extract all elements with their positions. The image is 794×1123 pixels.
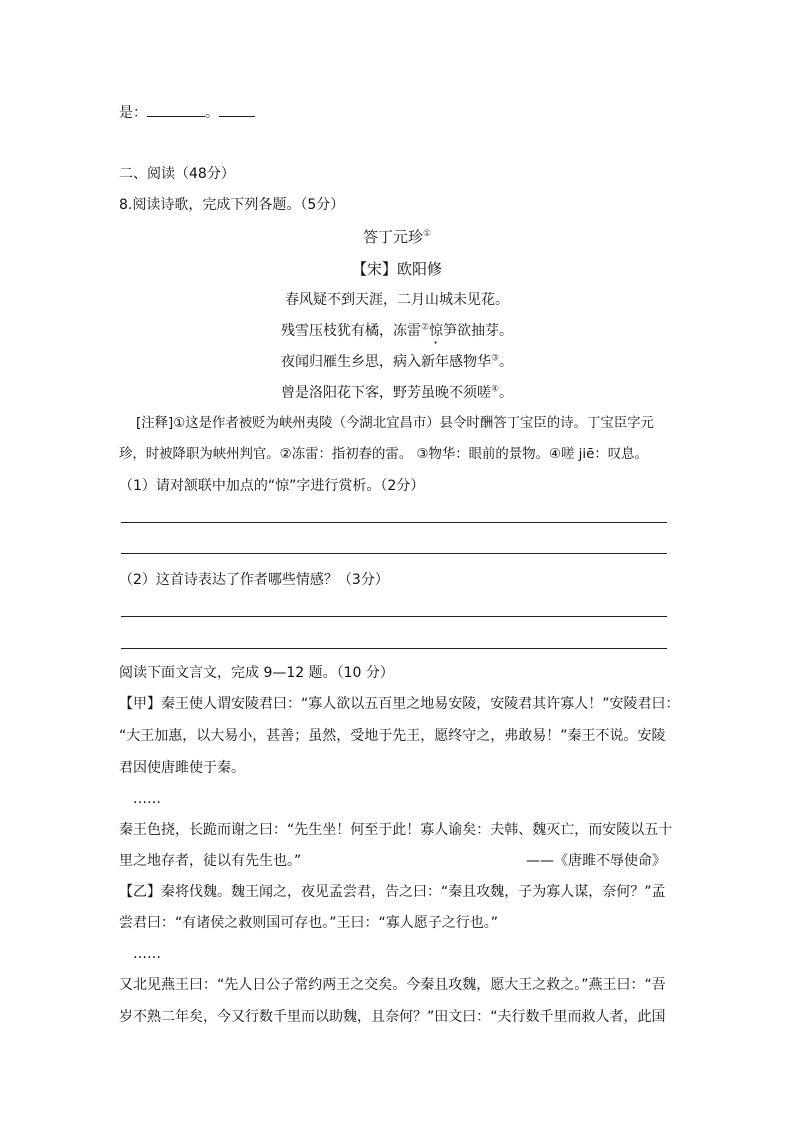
passage-line: 秦王色挠，长跪而谢之曰：“先生坐！何至于此！寡人谕矣：夫韩、魏灭亡，而安陵以五十 <box>119 822 673 838</box>
poem-line-part: 。 <box>499 354 514 370</box>
ellipsis: …… <box>133 791 161 807</box>
poem-line-part: 残雪压枝犹有橘，冻雷 <box>280 323 421 339</box>
annotation-line: 珍，时被降职为峡州判官。②冻雷：指初春的雷。 ③物华：眼前的景物。④嗟 jiē：叹息。 <box>119 447 648 462</box>
poem-line <box>0 352 794 372</box>
emphasized-character: 惊 <box>429 323 444 339</box>
sub-question-1: （1）请对颔联中加点的“惊”字进行赏析。（2分） <box>119 478 425 494</box>
footnote-marker: ② <box>420 322 430 333</box>
passage-line: 里之地存者，徒以有先生也。” <box>119 853 302 869</box>
passage-line: 又北见燕王曰：“先人日公子常约两王之交矣。今秦且攻魏，愿大王之救之。”燕王曰：“吾 <box>119 977 666 993</box>
annotation-line: [注释]①这是作者被贬为峡州夷陵（今湖北宜昌市）县令时酬答丁宝臣的诗。丁宝臣字元 <box>136 416 654 431</box>
answer-line <box>121 553 667 554</box>
answer-blank <box>147 102 205 117</box>
poem-author: 【宋】欧阳修 <box>351 260 442 278</box>
answer-line <box>121 522 667 523</box>
passage-line: 君因使唐雎使于秦。 <box>119 760 245 776</box>
footnote-marker: ④ <box>490 384 500 395</box>
poem-title-text: 答丁元珍 <box>362 228 423 246</box>
poem-line <box>0 383 794 403</box>
poem-line: 春风疑不到天涯，二月山城未见花。 <box>285 292 509 308</box>
top-prefix: 是： <box>119 105 147 121</box>
poem-line-part: 夜闻归雁生乡思，病入新年感物华 <box>280 354 491 370</box>
answer-blank <box>219 102 255 117</box>
poem-line <box>0 321 794 347</box>
passage-line: 岁不熟二年矣，今又行数千里而以助魏，且奈何？”田文曰：“夫行数千里而救人者，此国 <box>119 1009 666 1025</box>
poem-line-part: 曾是洛阳花下客，野芳虽晚不须嗟 <box>280 385 491 401</box>
section-heading: 二、阅读（48分） <box>119 166 235 182</box>
ellipsis: …… <box>133 946 161 962</box>
footnote-marker: ③ <box>490 353 500 364</box>
passage-line: “大王加惠，以大易小，甚善；虽然，受地于先王，愿终守之，弗敢易！”秦王不说。安陵 <box>119 728 666 744</box>
poem-title <box>0 227 794 247</box>
sub-question-2: （2）这首诗表达了作者哪些情感？（3分） <box>119 572 389 588</box>
passage-line: 【甲】秦王使人谓安陵君曰：“寡人欲以五百里之地易安陵，安陵君其许寡人！”安陵君曰： <box>119 696 680 712</box>
question-8-instruction: 8.阅读诗歌，完成下列各题。（5分） <box>119 197 345 213</box>
answer-line <box>121 648 667 649</box>
poem-line-part: 笋欲抽芽。 <box>443 323 514 339</box>
passage-line: 尝君曰：“有诸侯之救则国可存也。”王曰：“寡人愿子之行也。” <box>119 915 499 931</box>
top-mark: 。 <box>205 105 219 121</box>
answer-line <box>121 616 667 617</box>
poem-line-part: 。 <box>499 385 514 401</box>
footnote-marker: ① <box>422 229 432 239</box>
passage-source: ——《唐雎不辱使命》 <box>526 853 666 869</box>
classical-instruction: 阅读下面文言文，完成 9—12 题。（10 分） <box>119 665 394 681</box>
passage-line: 【乙】秦将伐魏。魏王闻之，夜见孟尝君，告之曰：“秦且攻魏，子为寡人谋，奈何？”孟 <box>119 884 666 900</box>
top-fragment <box>119 102 255 123</box>
